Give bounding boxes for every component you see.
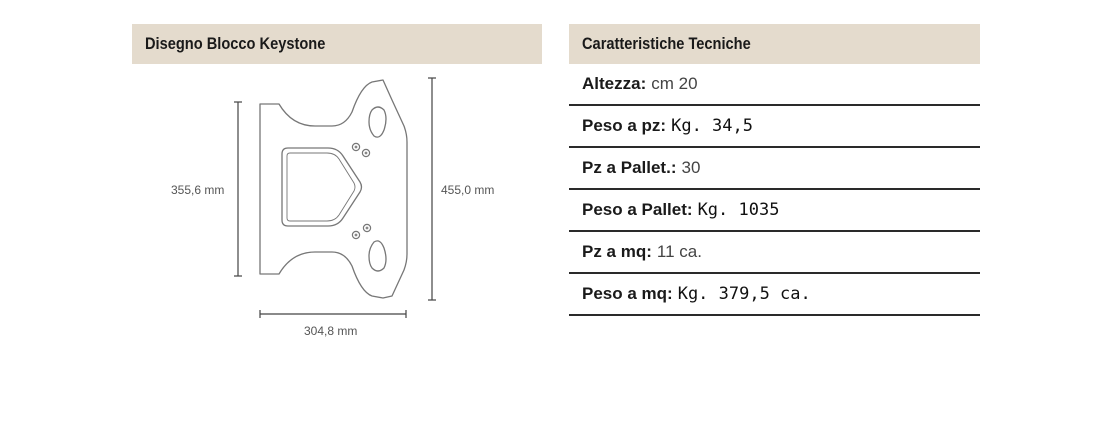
spec-label: Pz a mq: (582, 242, 652, 261)
spec-row-weight-per-sqm (569, 274, 980, 316)
spec-value: 30 (681, 158, 701, 177)
spec-row-pallet-weight (569, 190, 980, 232)
spec-value: 11 ca. (656, 242, 702, 261)
dim-label-height-inner: 355,6 mm (171, 183, 225, 197)
spec-value: Kg. 1035 (697, 200, 780, 220)
spec-value: Kg. 379,5 ca. (677, 284, 811, 304)
top-slot (369, 107, 386, 137)
spec-row-pieces-per-pallet (569, 148, 980, 190)
dim-label-width: 304,8 mm (304, 324, 358, 338)
spec-label: Peso a mq: (582, 284, 673, 303)
spec-row-pieces-per-sqm (569, 232, 980, 274)
spec-label: Pz a Pallet.: (582, 158, 677, 177)
dim-label-height-outer: 455,0 mm (441, 183, 495, 197)
block-core (282, 148, 362, 226)
spec-label: Peso a Pallet: (582, 200, 693, 219)
keystone-block-drawing (132, 64, 542, 364)
spec-value: cm 20 (651, 74, 698, 93)
drawing-section-header (132, 24, 542, 64)
specs-section-header (569, 24, 980, 64)
spec-row-height (569, 64, 980, 106)
spec-row-weight-per-piece (569, 106, 980, 148)
bottom-slot (369, 241, 386, 271)
specs-section-title: Caratteristiche Tecniche (582, 34, 751, 53)
specs-table (569, 64, 980, 316)
spec-label: Peso a pz: (582, 116, 667, 135)
drawing-section-title: Disegno Blocco Keystone (145, 34, 326, 53)
spec-label: Altezza: (582, 74, 647, 93)
spec-value: Kg. 34,5 (671, 116, 753, 136)
